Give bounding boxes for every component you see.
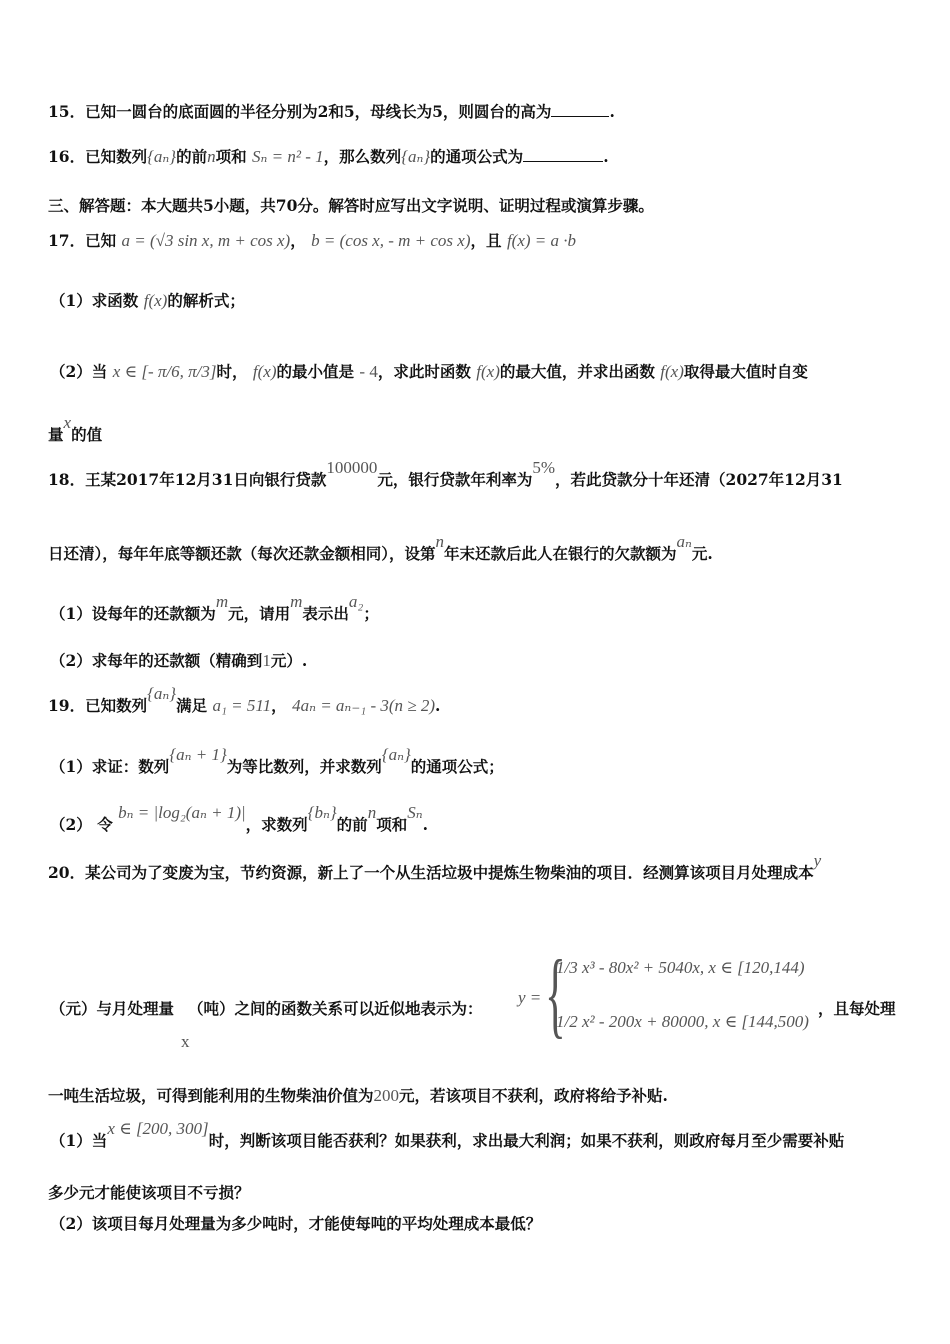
question-20-line-2: [50, 998, 483, 1020]
text: 年末还款后此人在银行的欠款额为: [444, 544, 677, 563]
formula-n: n: [367, 803, 377, 822]
formula-fx: f(x): [143, 291, 168, 310]
formula-recurrence: 4aₙ = aₙ₋₁ - 3(n ≥ 2): [292, 696, 436, 715]
text: 表示出: [302, 604, 349, 623]
text: 的最大值，并求出函数: [499, 362, 655, 381]
text: 满足: [176, 696, 208, 715]
q19-part-1: [50, 745, 504, 778]
formula-amount: 100000: [326, 458, 378, 477]
formula-sequence: {aₙ}: [147, 684, 177, 703]
text: 的前: [336, 815, 368, 834]
part-label: （1）: [50, 604, 92, 623]
formula-n: n: [207, 147, 216, 166]
text: ，若此贷款分十年还清（2027年12月31: [555, 470, 843, 489]
text: 元，请用: [228, 604, 291, 623]
text: 求每年的还款额（精确到: [91, 651, 263, 670]
text: （吨）之间的函数关系可以近似地表示为：: [188, 999, 483, 1018]
answer-blank: [523, 147, 603, 162]
formula-sum: Sₙ = n² - 1: [252, 147, 324, 166]
formula-interval: x ∈ [200, 300]: [107, 1119, 209, 1138]
q20-part-2: [50, 1213, 541, 1235]
text: 该项目每月处理量为多少吨时，才能使每吨的平均处理成本最低？: [91, 1214, 542, 1233]
formula-min-value: - 4: [359, 362, 378, 381]
piecewise-brace-icon: {: [545, 940, 566, 1047]
text: ，: [271, 696, 287, 715]
text: 已知数列: [85, 147, 148, 166]
formula-sequence: {bₙ}: [307, 803, 337, 822]
section-heading: 三、解答题：本大题共5小题，共70分。解答时应写出文字说明、证明过程或演算步骤。: [48, 196, 654, 215]
part-label: （2）: [50, 651, 92, 670]
period: .: [603, 147, 609, 166]
formula-m: m: [290, 592, 303, 611]
question-number: 20．: [48, 863, 86, 882]
formula-fx: f(x): [252, 362, 277, 381]
text: 项和: [215, 147, 247, 166]
question-20: [48, 851, 822, 884]
question-19: [48, 684, 441, 717]
text: 王某2017年12月31日向银行贷款: [85, 470, 327, 489]
text: 设每年的还款额为: [91, 604, 216, 623]
q17-part-2-continued: [48, 413, 103, 446]
formula-piecewise-lhs: y =: [518, 988, 542, 1007]
formula-vector-a: a = (√3 sin x, m + cos x): [121, 231, 291, 250]
formula-an: aₙ: [676, 532, 692, 551]
formula-one: 1: [262, 651, 271, 670]
question-number: 19．: [48, 696, 86, 715]
question-number: 18．: [48, 470, 86, 489]
text: 量: [48, 425, 64, 444]
formula-a1: a₁ = 511: [212, 696, 272, 715]
text: ，: [290, 231, 306, 250]
formula-sequence: {aₙ}: [147, 147, 177, 166]
formula-value: 200: [373, 1086, 400, 1105]
period: .: [422, 815, 428, 834]
q20-part-1: [50, 1119, 845, 1152]
question-17: [48, 230, 576, 252]
text: 的解析式；: [167, 291, 245, 310]
part-label: （1）: [50, 1131, 92, 1150]
formula-bn: bₙ = |log₂(aₙ + 1)|: [118, 803, 246, 822]
text: 的值: [71, 425, 103, 444]
text: 令: [97, 815, 113, 834]
text: 已知: [85, 231, 117, 250]
q20-part-1-continued: 多少元才能使该项目不亏损？: [48, 1183, 250, 1202]
period: .: [435, 696, 441, 715]
text: 求函数: [91, 291, 139, 310]
text: 取得最大值时自变: [683, 362, 808, 381]
part-label: （2）: [50, 1214, 92, 1233]
text: ，且: [470, 231, 502, 250]
formula-fx: f(x) = a ·b: [506, 231, 576, 250]
formula-y: y: [813, 851, 822, 870]
q18-part-1: [50, 592, 379, 625]
text: 求证：数列: [91, 757, 170, 776]
period: .: [609, 102, 615, 121]
formula-rate: 5%: [532, 458, 556, 477]
q19-part-2: [50, 803, 428, 836]
part-label: （2）: [50, 815, 92, 834]
part-label: （1）: [50, 757, 92, 776]
q18-part-2: [50, 650, 307, 672]
part-label: （1）: [50, 291, 92, 310]
answer-blank: [551, 102, 609, 117]
formula-x: x: [63, 413, 72, 432]
formula-interval: x ∈ [- π/6, π/3]: [112, 362, 217, 381]
formula-n: n: [435, 532, 445, 551]
formula-piecewise-case-2: 1/2 x² - 200x + 80000, x ∈ [144,500): [556, 1012, 809, 1031]
text: 的通项公式；: [410, 757, 504, 776]
part-label: （2）: [50, 362, 92, 381]
question-15: [48, 101, 615, 123]
text: 日还清），每年年底等额还款（每次还款金额相同），设第: [48, 544, 436, 563]
question-18: [48, 458, 843, 491]
text: 项和: [376, 815, 408, 834]
formula-x: x: [181, 1032, 190, 1051]
text: 时，: [216, 362, 248, 381]
text: ，那么数列: [323, 147, 402, 166]
text: （元）与月处理量: [50, 999, 175, 1018]
formula-sn: Sₙ: [407, 803, 423, 822]
q17-part-1: [50, 290, 245, 312]
text: ，求数列: [245, 815, 308, 834]
formula-sequence: {aₙ + 1}: [169, 745, 227, 764]
text: 元）.: [270, 651, 308, 670]
question-16: [48, 146, 609, 168]
text: 当: [91, 362, 108, 381]
question-number: 17．: [48, 231, 86, 250]
formula-sequence: {aₙ}: [401, 147, 431, 166]
text: ，求此时函数: [377, 362, 471, 381]
text: 一吨生活垃圾，可得到能利用的生物柴油价值为: [48, 1086, 374, 1105]
question-text: 已知一圆台的底面圆的半径分别为2和5，母线长为5，则圆台的高为: [85, 102, 552, 121]
text: ，且每处理: [818, 999, 896, 1018]
text: 的最小值是: [276, 362, 355, 381]
formula-sequence: {aₙ}: [381, 745, 411, 764]
question-20-line-3: [48, 1085, 668, 1107]
text: 时，判断该项目能否获利？如果获利，求出最大利润；如果不获利，则政府每月至少需要补贴: [208, 1131, 845, 1150]
formula-a2: a₂: [348, 592, 364, 611]
text: 某公司为了变废为宝，节约资源，新上了一个从生活垃圾中提炼生物柴油的项目．经测算该项目月处理成本: [85, 863, 814, 882]
question-number: 16．: [48, 147, 86, 166]
text: 为等比数列，并求数列: [226, 757, 382, 776]
text: 当: [91, 1131, 108, 1150]
text: 已知数列: [85, 696, 148, 715]
text: 的前: [176, 147, 208, 166]
formula-piecewise-case-1: 1/3 x³ - 80x² + 5040x, x ∈ [120,144): [556, 958, 805, 977]
q17-part-2: [50, 361, 808, 383]
formula-m: m: [215, 592, 229, 611]
formula-vector-b: b = (cos x, - m + cos x): [311, 231, 471, 250]
text: ；: [363, 604, 379, 623]
text: 的通项公式为: [430, 147, 524, 166]
formula-fx: f(x): [660, 362, 684, 381]
text: 元，银行贷款年利率为: [377, 470, 533, 489]
question-number: 15．: [48, 102, 86, 121]
text: 元，若该项目不获利，政府将给予补贴.: [399, 1086, 668, 1105]
formula-fx: f(x): [476, 362, 500, 381]
text: 元.: [691, 544, 713, 563]
question-18-line-2: [48, 532, 713, 565]
